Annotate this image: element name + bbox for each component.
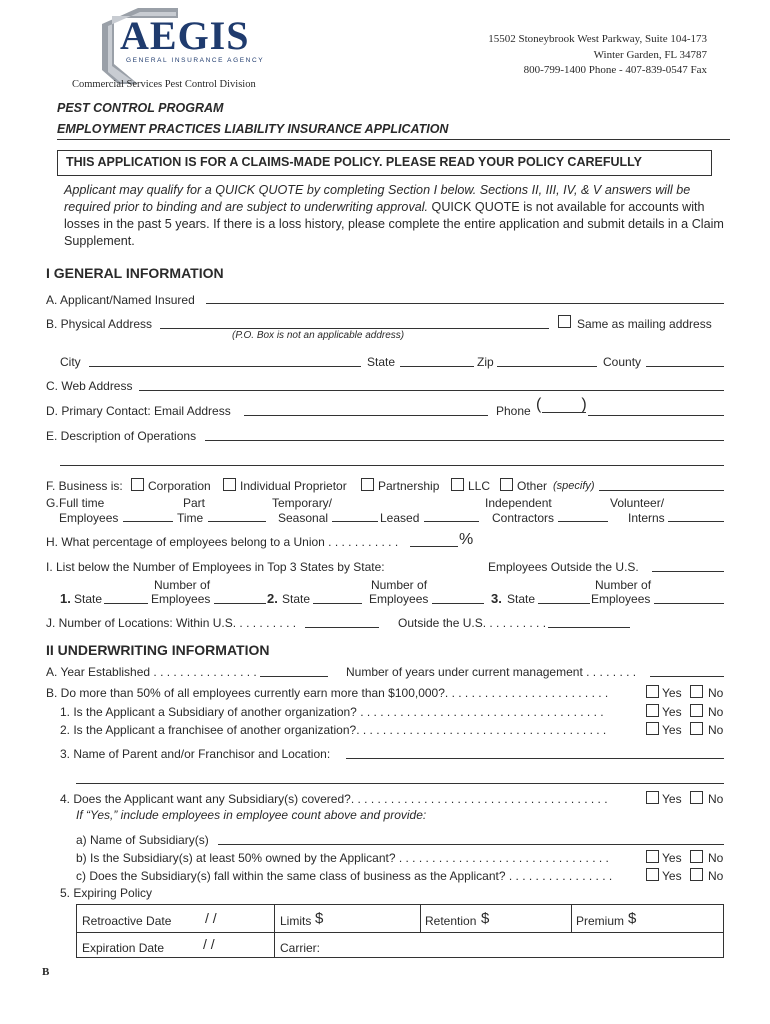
label-union: H. What percentage of employees belong to a Union . . . . . . . . . . . bbox=[46, 535, 399, 549]
indep-label-2: Contractors bbox=[492, 511, 555, 525]
employees-1-field[interactable] bbox=[214, 603, 266, 604]
number-of-3: Number of bbox=[595, 578, 652, 592]
question-sub-c: c) Does the Subsidiary(s) fall within the same class of business as the Applicant? . . . . . . . . . . . . . . . . bbox=[76, 869, 613, 883]
question-sub-b: b) Is the Subsidiary(s) at least 50% owned by the Applicant? . . . . . . . . . . . . . . . . . . . . . . . . . . . . . . . . bbox=[76, 851, 609, 865]
question-b: B. Do more than 50% of all employees currently earn more than $100,000?. . . . . . . . . . . . . . . . . . . . . . . . . bbox=[46, 686, 609, 700]
q-b1-no-label: No bbox=[708, 705, 724, 719]
label-email: D. Primary Contact: Email Address bbox=[46, 404, 231, 418]
carrier-label: Carrier: bbox=[280, 941, 321, 955]
state-1-label: State bbox=[74, 592, 103, 606]
table-row-divider-2 bbox=[274, 932, 724, 933]
partnership-checkbox[interactable] bbox=[361, 478, 374, 491]
q-sub-b-yes-checkbox[interactable] bbox=[646, 850, 659, 863]
label-applicant: A. Applicant/Named Insured bbox=[46, 293, 195, 307]
label-web-address: C. Web Address bbox=[46, 379, 133, 393]
logo-text: AEGIS bbox=[120, 13, 250, 58]
q-b1-yes-checkbox[interactable] bbox=[646, 704, 659, 717]
po-box-note: (P.O. Box is not an applicable address) bbox=[232, 330, 405, 341]
q-b1-no-checkbox[interactable] bbox=[690, 704, 703, 717]
phone-field[interactable] bbox=[588, 415, 724, 416]
fulltime-label-1: Full time bbox=[59, 496, 105, 510]
q-b4-yes-label: Yes bbox=[662, 792, 682, 806]
applicant-field[interactable] bbox=[206, 303, 724, 304]
physical-address-field[interactable] bbox=[160, 328, 549, 329]
leased-label: Leased bbox=[380, 511, 420, 525]
leased-field[interactable] bbox=[424, 521, 479, 522]
outside-us-label: Employees Outside the U.S. bbox=[488, 560, 639, 574]
outside-us-field[interactable] bbox=[652, 571, 724, 572]
phone-area-line[interactable] bbox=[542, 412, 586, 413]
q-sub-b-no-label: No bbox=[708, 851, 724, 865]
state-3-label: State bbox=[507, 592, 536, 606]
retention-label: Retention bbox=[425, 914, 477, 928]
parttime-label-2: Time bbox=[177, 511, 204, 525]
percent-sign: % bbox=[459, 531, 474, 548]
operations-field[interactable] bbox=[205, 440, 724, 441]
q-b-yes-label: Yes bbox=[662, 686, 682, 700]
table-col-divider-3 bbox=[571, 904, 572, 932]
llc-checkbox[interactable] bbox=[451, 478, 464, 491]
q-b4-no-label: No bbox=[708, 792, 724, 806]
q-sub-b-yes-label: Yes bbox=[662, 851, 682, 865]
expiring-policy-table bbox=[76, 904, 724, 958]
fulltime-label-2: Employees bbox=[59, 511, 119, 525]
premium-label: Premium bbox=[576, 914, 625, 928]
individual-label: Individual Proprietor bbox=[240, 479, 347, 493]
specify-label: (specify) bbox=[553, 480, 595, 492]
q-b-no-checkbox[interactable] bbox=[690, 685, 703, 698]
label-business-is: F. Business is: bbox=[46, 479, 123, 493]
label-phone: Phone bbox=[496, 404, 531, 418]
question-b3: 3. Name of Parent and/or Franchisor and Location: bbox=[60, 747, 331, 761]
employees-1-label: Employees bbox=[151, 592, 211, 606]
fulltime-field[interactable] bbox=[123, 521, 173, 522]
indep-label-1: Independent bbox=[485, 496, 552, 510]
indep-field[interactable] bbox=[558, 521, 608, 522]
expiration-date-label: Expiration Date bbox=[82, 941, 165, 955]
program-title: PEST CONTROL PROGRAM bbox=[57, 101, 224, 115]
temp-label-1: Temporary/ bbox=[272, 496, 333, 510]
parttime-field[interactable] bbox=[208, 521, 266, 522]
q-b-yes-checkbox[interactable] bbox=[646, 685, 659, 698]
state-3-num: 3. bbox=[491, 591, 502, 606]
question-b2: 2. Is the Applicant a franchisee of another organization?. . . . . . . . . . . . . . . . . . . . . . . . . . . . . . . . . . . . . . bbox=[60, 723, 607, 737]
subsidiary-name-field[interactable] bbox=[218, 844, 724, 845]
label-locations: J. Number of Locations: Within U.S. . . . . . . . . . bbox=[46, 616, 297, 630]
table-col-divider-2 bbox=[420, 904, 421, 932]
question-b5: 5. Expiring Policy bbox=[60, 886, 153, 900]
state-2-field[interactable] bbox=[313, 603, 362, 604]
application-title: EMPLOYMENT PRACTICES LIABILITY INSURANCE APPLICATION bbox=[57, 122, 449, 136]
web-address-field[interactable] bbox=[139, 390, 724, 391]
same-mailing-checkbox[interactable] bbox=[558, 315, 571, 328]
q-b4-yes-checkbox[interactable] bbox=[646, 791, 659, 804]
locations-outside-label: Outside the U.S. . . . . . . . . . bbox=[398, 616, 547, 630]
other-specify-field[interactable] bbox=[599, 490, 724, 491]
state-field[interactable] bbox=[400, 366, 474, 367]
premium-dollar: $ bbox=[628, 910, 637, 927]
intro-plain: QUICK QUOTE is not available for accounts with losses in the past 5 years. If there is a loss history, please complete the entire application and submit details in a Claim Supplement. bbox=[64, 200, 724, 248]
state-1-num: 1. bbox=[60, 591, 71, 606]
year-established-field[interactable] bbox=[260, 676, 328, 677]
logo-subtitle: GENERAL INSURANCE AGENCY bbox=[126, 57, 265, 64]
employees-3-label: Employees bbox=[591, 592, 651, 606]
volunteer-label-1: Volunteer/ bbox=[610, 496, 665, 510]
number-of-2: Number of bbox=[371, 578, 428, 592]
locations-outside-field[interactable] bbox=[548, 627, 630, 628]
union-field[interactable] bbox=[410, 546, 458, 547]
label-state: State bbox=[367, 355, 396, 369]
section-2-heading: II UNDERWRITING INFORMATION bbox=[46, 642, 270, 658]
parent-name-field[interactable] bbox=[346, 758, 724, 759]
same-mailing-label: Same as mailing address bbox=[577, 317, 712, 331]
label-city: City bbox=[60, 355, 81, 369]
footer-mark: B bbox=[42, 966, 50, 978]
email-field[interactable] bbox=[244, 415, 488, 416]
q-sub-c-no-checkbox[interactable] bbox=[690, 868, 703, 881]
parent-name-field-2[interactable] bbox=[76, 783, 724, 784]
corporation-checkbox[interactable] bbox=[131, 478, 144, 491]
other-label: Other bbox=[517, 479, 548, 493]
intro-italic: Applicant may qualify for a QUICK QUOTE by completing Section I below. Sections II, III, IV, & V answers will be required prior to binding and are subject to underwriting approval. bbox=[64, 183, 691, 214]
temp-label-2: Seasonal bbox=[278, 511, 329, 525]
label-year-established: A. Year Established . . . . . . . . . . . . . . . . bbox=[46, 665, 257, 679]
volunteer-field[interactable] bbox=[668, 521, 724, 522]
state-3-field[interactable] bbox=[538, 603, 590, 604]
phone-fax: 800-799-1400 Phone - 407-839-0547 Fax bbox=[523, 64, 707, 76]
temp-field[interactable] bbox=[332, 521, 378, 522]
address-line-1: 15502 Stoneybrook West Parkway, Suite 104-173 bbox=[488, 33, 707, 45]
q-b-no-label: No bbox=[708, 686, 724, 700]
q-sub-c-yes-checkbox[interactable] bbox=[646, 868, 659, 881]
llc-label: LLC bbox=[468, 479, 491, 493]
label-top-states: I. List below the Number of Employees in Top 3 States by State: bbox=[46, 560, 385, 574]
limits-dollar: $ bbox=[315, 910, 324, 927]
number-of-1: Number of bbox=[154, 578, 211, 592]
employees-2-label: Employees bbox=[369, 592, 429, 606]
employees-2-field[interactable] bbox=[432, 603, 484, 604]
phone-area-code[interactable]: ( ) bbox=[536, 396, 587, 413]
retro-date-slashes[interactable]: / / bbox=[205, 910, 217, 926]
label-operations: E. Description of Operations bbox=[46, 429, 197, 443]
q-b2-yes-checkbox[interactable] bbox=[646, 722, 659, 735]
q-sub-c-no-label: No bbox=[708, 869, 724, 883]
label-physical-address: B. Physical Address bbox=[46, 317, 153, 331]
zip-field[interactable] bbox=[497, 366, 597, 367]
state-2-num: 2. bbox=[267, 591, 278, 606]
parttime-label-1: Part bbox=[183, 496, 206, 510]
q-b2-no-label: No bbox=[708, 723, 724, 737]
volunteer-label-2: Interns bbox=[628, 511, 665, 525]
other-checkbox[interactable] bbox=[500, 478, 513, 491]
partnership-label: Partnership bbox=[378, 479, 440, 493]
expiration-date-slashes[interactable]: / / bbox=[203, 936, 215, 952]
q-b1-yes-label: Yes bbox=[662, 705, 682, 719]
question-b4: 4. Does the Applicant want any Subsidiary(s) covered?. . . . . . . . . . . . . . . . . . . . . . . . . . . . . . . . . . . . . . . bbox=[60, 792, 608, 806]
label-zip: Zip bbox=[477, 355, 494, 369]
corporation-label: Corporation bbox=[148, 479, 211, 493]
operations-field-2[interactable] bbox=[60, 465, 724, 466]
locations-us-field[interactable] bbox=[305, 627, 379, 628]
claims-made-notice-text: THIS APPLICATION IS FOR A CLAIMS-MADE POLICY. PLEASE READ YOUR POLICY CAREFULLY bbox=[66, 155, 642, 169]
question-b1: 1. Is the Applicant a Subsidiary of another organization? . . . . . . . . . . . . . . . . . . . . . . . . . . . . . . . . . . . . . bbox=[60, 705, 604, 719]
q-b2-no-checkbox[interactable] bbox=[690, 722, 703, 735]
state-1-field[interactable] bbox=[104, 603, 148, 604]
question-sub-a: a) Name of Subsidiary(s) bbox=[76, 833, 209, 847]
section-1-heading: I GENERAL INFORMATION bbox=[46, 265, 224, 281]
individual-checkbox[interactable] bbox=[223, 478, 236, 491]
title-rule bbox=[57, 139, 730, 140]
question-b4-note: If “Yes,” include employees in employee count above and provide: bbox=[76, 808, 427, 822]
label-county: County bbox=[603, 355, 642, 369]
q-b4-no-checkbox[interactable] bbox=[690, 791, 703, 804]
q-sub-c-yes-label: Yes bbox=[662, 869, 682, 883]
employees-3-field[interactable] bbox=[654, 603, 724, 604]
retro-date-label: Retroactive Date bbox=[82, 914, 172, 928]
state-2-label: State bbox=[282, 592, 311, 606]
label-years-management: Number of years under current management . . . . . . . . bbox=[346, 665, 637, 679]
limits-label: Limits bbox=[280, 914, 312, 928]
county-field[interactable] bbox=[646, 366, 724, 367]
table-col-divider-1 bbox=[274, 904, 275, 958]
table-row-divider bbox=[76, 932, 274, 933]
retention-dollar: $ bbox=[481, 910, 490, 927]
q-sub-b-no-checkbox[interactable] bbox=[690, 850, 703, 863]
address-line-2: Winter Garden, FL 34787 bbox=[593, 49, 707, 61]
years-management-field[interactable] bbox=[650, 676, 724, 677]
city-field[interactable] bbox=[89, 366, 361, 367]
label-g: G. bbox=[46, 496, 59, 510]
q-b2-yes-label: Yes bbox=[662, 723, 682, 737]
division-text: Commercial Services Pest Control Division bbox=[72, 79, 256, 90]
intro-paragraph bbox=[64, 182, 724, 250]
